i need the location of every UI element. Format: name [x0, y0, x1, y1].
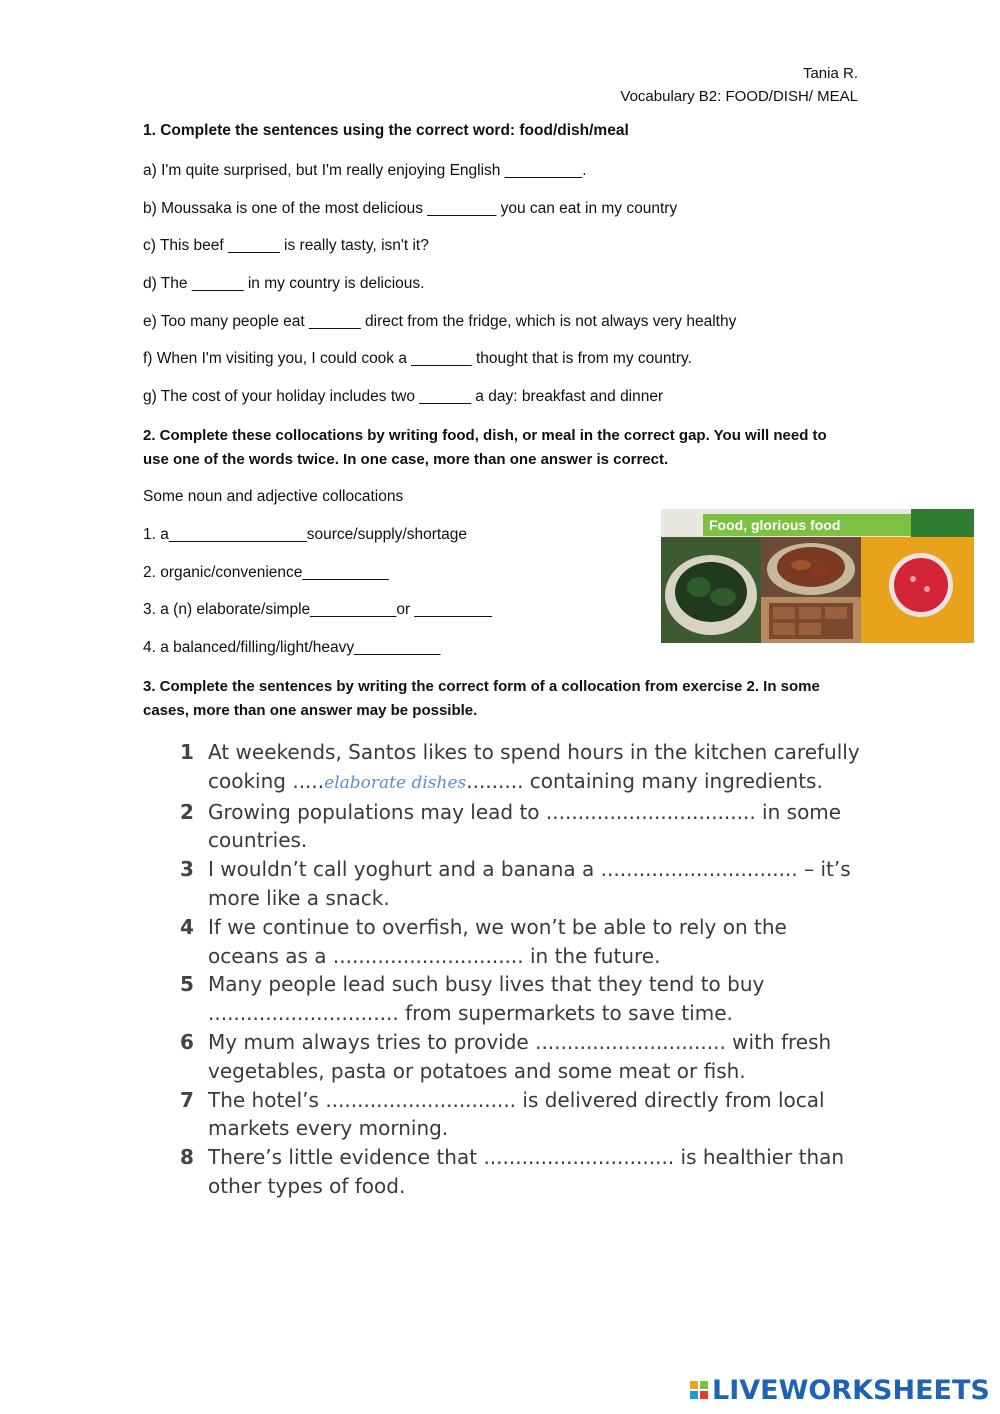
item-text-before: Growing populations may lead to: [208, 799, 546, 824]
leaf-corner: [911, 509, 974, 537]
logo-text: LIVEWORKSHEETS: [712, 1374, 990, 1406]
author-name: Tania R.: [802, 65, 858, 82]
section1-item-g: g) The cost of your holiday includes two ______ a day: breakfast and dinner: [143, 388, 664, 405]
item-number: 4: [180, 914, 194, 939]
item-text-before: There’s little evidence that: [208, 1145, 484, 1170]
section2-item-3: 3. a (n) elaborate/simple__________or _________: [143, 601, 493, 618]
section3-title: 3. Complete the sentences by writing the correct form of a collocation from exercise 2. In some cases, more than one answer may be possible.: [143, 678, 820, 719]
answer-blank[interactable]: ..............................: [332, 943, 524, 968]
ex3-item-3: [180, 855, 860, 913]
item-text-before: At weekends, Santos likes to spend hours in the kitchen carefully cooking: [208, 740, 860, 793]
answer-blank[interactable]: ..............................: [535, 1029, 726, 1054]
item-number: 2: [180, 799, 194, 824]
seaweed-tile: [661, 537, 761, 643]
item-text-after: in some countries.: [208, 799, 842, 853]
item-text-before: I wouldn’t call yoghurt and a banana a: [208, 857, 601, 882]
ex3-item-6: [180, 1028, 860, 1086]
ex3-item-1: [180, 738, 860, 798]
petri-dish-tile: [861, 537, 974, 643]
section2-item-4: 4. a balanced/filling/light/heavy__________: [143, 639, 441, 656]
section1-item-b: b) Moussaka is one of the most delicious ________ you can eat in my country: [143, 200, 678, 217]
item-text-before: If we continue to overfish, we won’t be able to rely on the oceans as a: [208, 914, 787, 968]
insects-tile: [761, 537, 861, 597]
ex3-item-5: [180, 970, 860, 1028]
section1-title: 1. Complete the sentences using the correct word: food/dish/meal: [143, 122, 629, 139]
item-dots: .....: [292, 768, 325, 793]
answer-blank[interactable]: ..............................: [325, 1087, 517, 1112]
item-number: 8: [180, 1145, 194, 1170]
item-text-after: in the future.: [523, 943, 661, 968]
answer-blank[interactable]: ..............................: [208, 1001, 399, 1026]
food-banner: Food, glorious food: [703, 514, 974, 536]
liveworksheets-logo[interactable]: [690, 1374, 990, 1406]
item-number: 5: [180, 972, 194, 997]
logo-icon: [690, 1381, 708, 1399]
header: [620, 62, 858, 108]
item-text-before: Many people lead such busy lives that they tend to buy: [208, 972, 765, 997]
section1-item-e: e) Too many people eat ______ direct from the fridge, which is not always very healthy: [143, 313, 737, 330]
answer-blank[interactable]: .................................: [545, 799, 756, 824]
ex3-item-2: [180, 798, 860, 856]
item-text-after: from supermarkets to save time.: [398, 1001, 733, 1026]
section2-item-2: 2. organic/convenience__________: [143, 564, 389, 581]
item-number: 3: [180, 857, 194, 882]
exercise3-list: [180, 738, 860, 1201]
item-text-after: is healthier than other types of food.: [208, 1145, 845, 1198]
item-text-before: The hotel’s: [208, 1087, 326, 1112]
item-number: 6: [180, 1029, 194, 1054]
section2-item-1: 1. a________________source/supply/shortage: [143, 526, 468, 543]
section2-intro: Some noun and adjective collocations: [143, 488, 404, 505]
chocolate-tile: [761, 597, 861, 643]
answer-blank[interactable]: ..............................: [483, 1145, 675, 1170]
section1-item-d: d) The ______ in my country is delicious.: [143, 275, 425, 292]
worksheet-subtitle: Vocabulary B2: FOOD/DISH/ MEAL: [620, 88, 858, 105]
item-number: 7: [180, 1087, 194, 1112]
section2-title: 2. Complete these collocations by writing food, dish, or meal in the correct gap. You will need to use one of the words twice. In one case, more than one answer is correct.: [143, 427, 827, 468]
ex3-item-4: [180, 913, 860, 971]
section1-item-f: f) When I'm visiting you, I could cook a _______ thought that is from my country.: [143, 350, 692, 367]
ex3-item-7: [180, 1086, 860, 1144]
food-photo: [661, 509, 974, 643]
section1-item-c: c) This beef ______ is really tasty, isn't it?: [143, 237, 429, 254]
item-dots: .........: [466, 768, 524, 793]
item-text-after: containing many ingredients.: [523, 768, 823, 793]
item-text-after: is delivered directly from local markets every morning.: [208, 1087, 825, 1141]
answer-blank[interactable]: ...............................: [600, 857, 798, 882]
answer-input[interactable]: elaborate dishes: [324, 772, 467, 793]
item-text-after: with fresh vegetables, pasta or potatoes and some meat or fish.: [208, 1029, 832, 1083]
item-text-before: My mum always tries to provide: [208, 1029, 536, 1054]
item-text-after: – it’s more like a snack.: [208, 857, 851, 910]
ex3-item-8: [180, 1143, 860, 1201]
section1-item-a: a) I'm quite surprised, but I'm really enjoying English _________.: [143, 162, 587, 179]
item-number: 1: [180, 740, 194, 764]
